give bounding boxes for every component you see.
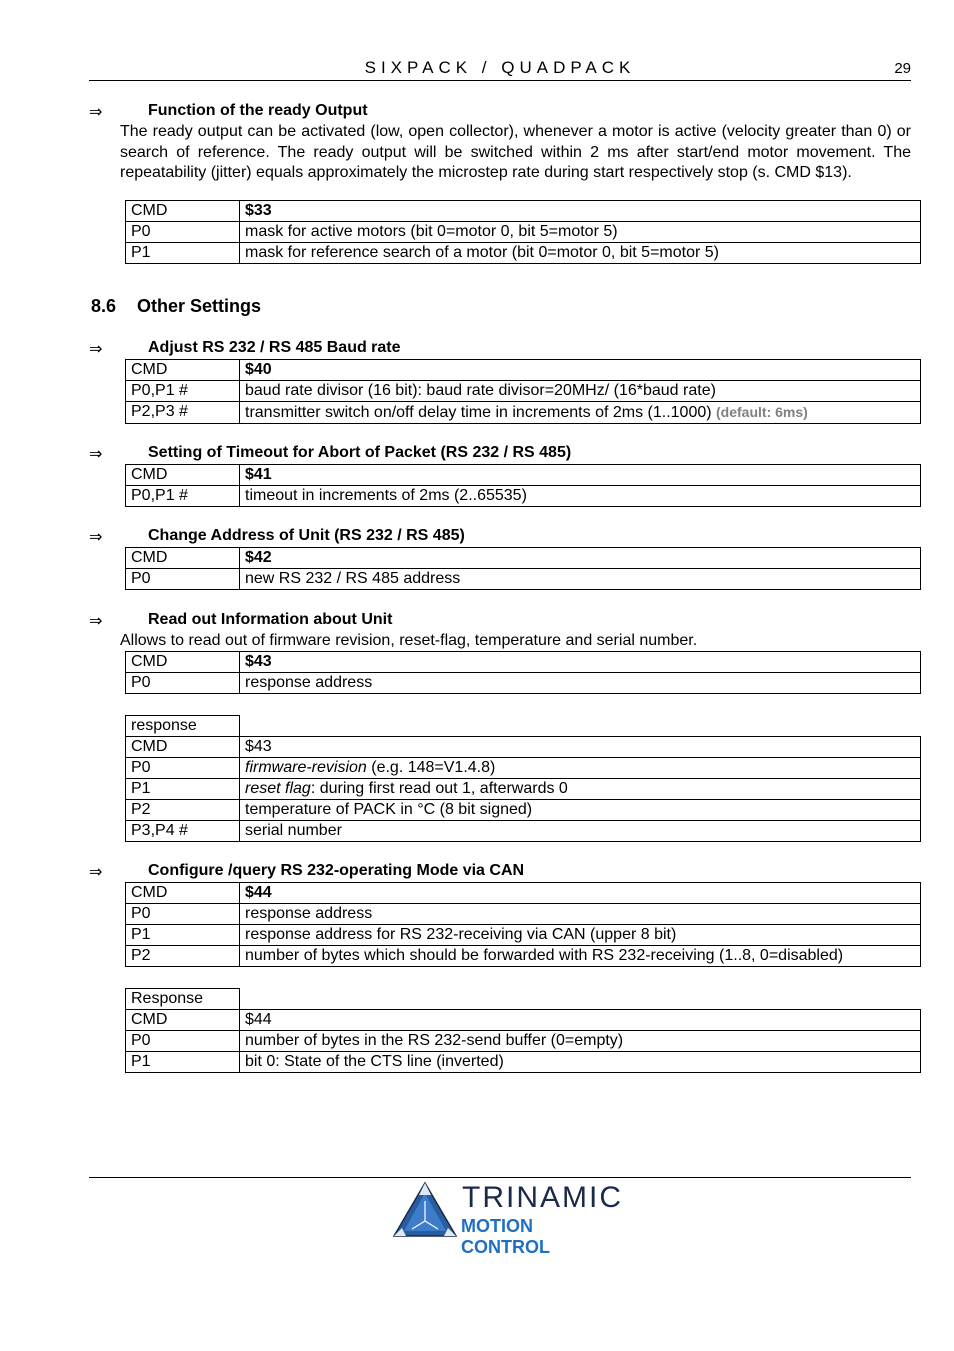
table-row — [126, 465, 921, 486]
timeout-heading — [89, 444, 911, 464]
timeout-section — [89, 444, 911, 507]
table-cell: $44 — [240, 1010, 921, 1031]
table-cell: CMD — [126, 465, 240, 486]
unit-info-description: Allows to read out of firmware revision, reset-flag, temperature and serial number. — [120, 632, 698, 649]
table-cell: P0,P1 # — [126, 486, 240, 507]
can-mode-response-table — [125, 988, 921, 1073]
table-row — [126, 904, 921, 925]
table-cell: P0 — [126, 904, 240, 925]
arrow-icon: ⇒ — [89, 864, 103, 881]
table-row — [126, 737, 921, 758]
table-row — [126, 360, 921, 381]
arrow-icon: ⇒ — [89, 529, 103, 546]
table-cell: P1 — [126, 779, 240, 800]
address-title: Change Address of Unit (RS 232 / RS 485) — [148, 527, 465, 544]
footer-divider — [89, 1177, 911, 1178]
unit-info-title: Read out Information about Unit — [148, 611, 393, 628]
baud-rate-section — [89, 339, 911, 424]
table-row — [126, 800, 921, 821]
table-cell: CMD — [126, 1010, 240, 1031]
trinamic-logo — [392, 1181, 623, 1257]
table-cell: CMD — [126, 737, 240, 758]
table-cell: P0 — [126, 758, 240, 779]
table-row — [126, 989, 921, 1010]
arrow-icon: ⇒ — [89, 446, 103, 463]
table-row — [126, 221, 921, 242]
default-note: (default: 6ms) — [716, 404, 808, 420]
table-row — [126, 821, 921, 842]
can-mode-table — [125, 882, 921, 967]
table-row — [126, 652, 921, 673]
table-cell — [240, 758, 921, 779]
table-row — [126, 779, 921, 800]
firmware-revision-desc: (e.g. 148=V1.4.8) — [366, 759, 496, 776]
header-title: SIXPACK / QUADPACK — [364, 58, 636, 77]
page-number: 29 — [894, 60, 911, 77]
table-cell: P0 — [126, 569, 240, 590]
table-cell: timeout in increments of 2ms (2..65535) — [240, 486, 921, 507]
ready-output-description: The ready output can be activated (low, open collector), whenever a motor is active (velocity greater than 0) or search of reference. The ready output will be switched within 2 ms after start/end motor movement. The repeatability (jitter) equals approximately the microstep rate during start respectively stop (s. CMD $13). — [120, 123, 911, 181]
table-cell — [240, 402, 921, 424]
address-section — [89, 527, 911, 590]
table-row — [126, 758, 921, 779]
table-cell: serial number — [240, 821, 921, 842]
arrow-icon: ⇒ — [89, 341, 103, 358]
table-cell — [240, 779, 921, 800]
unit-info-response-table — [125, 715, 921, 842]
logo-wordmark: TRINAMIC — [462, 1181, 623, 1214]
can-mode-section — [89, 862, 911, 1073]
unit-info-heading — [89, 611, 911, 631]
reset-flag-term: reset flag — [245, 780, 311, 797]
baud-rate-heading — [89, 339, 911, 359]
baud-rate-table — [125, 359, 921, 424]
timeout-title: Setting of Timeout for Abort of Packet (RS 232 / RS 485) — [148, 444, 572, 461]
table-cell: P1 — [126, 242, 240, 263]
table-cell: response address — [240, 904, 921, 925]
table-cell: P2 — [126, 946, 240, 967]
table-row — [126, 381, 921, 402]
table-cell: $44 — [240, 883, 921, 904]
table-row — [126, 569, 921, 590]
firmware-revision-term: firmware-revision — [245, 759, 367, 776]
table-cell: response address for RS 232-receiving via CAN (upper 8 bit) — [240, 925, 921, 946]
table-cell: Response — [126, 989, 240, 1010]
table-row — [126, 925, 921, 946]
table-cell: $42 — [240, 548, 921, 569]
ready-output-heading — [89, 102, 911, 122]
table-cell: new RS 232 / RS 485 address — [240, 569, 921, 590]
address-heading — [89, 527, 911, 547]
table-cell: P3,P4 # — [126, 821, 240, 842]
table-cell: $40 — [240, 360, 921, 381]
can-mode-title: Configure /query RS 232-operating Mode via CAN — [148, 862, 525, 879]
reset-flag-desc: : during first read out 1, afterwards 0 — [310, 780, 568, 797]
triangle-logo-icon — [392, 1181, 458, 1239]
ready-output-title: Function of the ready Output — [148, 102, 368, 119]
table-row — [126, 673, 921, 694]
table-row — [126, 883, 921, 904]
table-cell: mask for active motors (bit 0=motor 0, bit 5=motor 5) — [240, 221, 921, 242]
table-cell: response — [126, 716, 240, 737]
baud-rate-title: Adjust RS 232 / RS 485 Baud rate — [148, 339, 401, 356]
timeout-table — [125, 464, 921, 507]
address-table — [125, 547, 921, 590]
section-number: 8.6 — [91, 296, 117, 316]
table-cell: P1 — [126, 1052, 240, 1073]
delay-text: transmitter switch on/off delay time in increments of 2ms (1..1000) — [245, 404, 712, 421]
unit-info-section — [89, 611, 911, 842]
table-cell: P0 — [126, 673, 240, 694]
table-row — [126, 946, 921, 967]
table-cell: P2 — [126, 800, 240, 821]
table-cell: $43 — [240, 737, 921, 758]
table-cell: P2,P3 # — [126, 402, 240, 424]
table-cell: CMD — [126, 360, 240, 381]
can-mode-heading — [89, 862, 911, 882]
arrow-icon: ⇒ — [89, 613, 103, 630]
table-row — [126, 1052, 921, 1073]
table-cell: bit 0: State of the CTS line (inverted) — [240, 1052, 921, 1073]
table-row — [126, 1031, 921, 1052]
table-row — [126, 548, 921, 569]
table-cell: number of bytes in the RS 232-send buffer (0=empty) — [240, 1031, 921, 1052]
unit-info-table — [125, 651, 921, 694]
section-title: Other Settings — [137, 296, 262, 316]
table-cell: $41 — [240, 465, 921, 486]
table-cell: CMD — [126, 883, 240, 904]
table-cell: temperature of PACK in °C (8 bit signed) — [240, 800, 921, 821]
table-cell: response address — [240, 673, 921, 694]
table-cell: baud rate divisor (16 bit): baud rate divisor=20MHz/ (16*baud rate) — [240, 381, 921, 402]
table-cell: CMD — [126, 652, 240, 673]
table-row — [126, 1010, 921, 1031]
table-cell: $33 — [240, 200, 921, 221]
table-row — [126, 242, 921, 263]
table-cell: P0,P1 # — [126, 381, 240, 402]
table-cell: number of bytes which should be forwarded with RS 232-receiving (1..8, 0=disabled) — [240, 946, 921, 967]
page-header — [89, 58, 911, 81]
table-cell: P0 — [126, 1031, 240, 1052]
table-cell — [240, 716, 921, 737]
table-cell: P0 — [126, 221, 240, 242]
table-row — [126, 402, 921, 424]
table-cell: P1 — [126, 925, 240, 946]
table-cell: CMD — [126, 548, 240, 569]
arrow-icon: ⇒ — [89, 104, 103, 121]
table-row — [126, 716, 921, 737]
table-row — [126, 200, 921, 221]
table-cell — [240, 989, 921, 1010]
table-cell: mask for reference search of a motor (bit 0=motor 0, bit 5=motor 5) — [240, 242, 921, 263]
table-cell: $43 — [240, 652, 921, 673]
ready-output-table — [125, 200, 921, 264]
table-cell: CMD — [126, 200, 240, 221]
ready-output-section — [89, 102, 911, 264]
table-row — [126, 486, 921, 507]
section-heading — [91, 296, 261, 317]
logo-tagline: MOTION CONTROL — [461, 1216, 550, 1257]
